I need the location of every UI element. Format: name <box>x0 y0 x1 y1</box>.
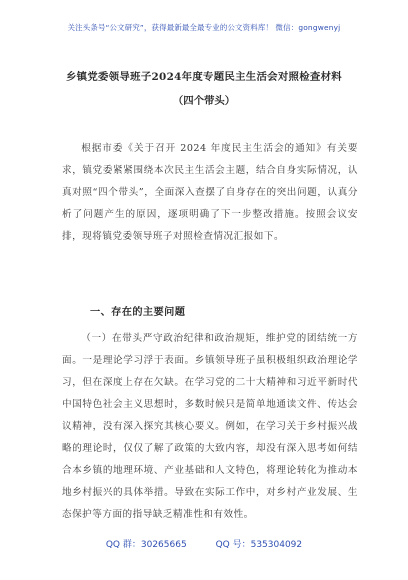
intro-paragraph: 根据市委《关于召开 2024 年度民主生活会的通知》有关要求，镇党委紧紧围绕本次民主生活会主题，结合自身实际情况，认真对照“四个带头”，全面深入查摆了自身存在的突出问题，认真分析了问题产生的原因，逐项明确了下一步整改措施。按照会议安排，现将镇党委领导班子对照检查情况汇报如下。 <box>62 143 358 242</box>
qq-number-text: QQ 号：535304092 <box>215 540 303 550</box>
document-subtitle: （四个带头） <box>172 95 236 107</box>
section-paragraph: （一）在带头严守政治纪律和政治规矩，维护党的团结统一方面。一是理论学习浮于表面。乡镇领导班子虽积极组织政治理论学习，但在深度上存在欠缺。在学习党的二十大精神和习近平新时代中国特色社会主义思想时，多数时候只是简单地通读文件、传达会议精神，没有深入探究其核心要义。例如，在学习关于乡村振兴战略的理论时，仅仅了解了政策的大致内容，却没有深入思考如何结合本乡镇的地理环境、产业基础和人文特色，将理论转化为推动本地乡村振兴的具体举措。导致在实际工作中，对乡村产业发展、生态保护等方面的指导缺乏精准性和有效性。 <box>62 333 358 520</box>
section-heading: 一、存在的主要问题 <box>90 306 186 318</box>
document-title: 乡镇党委领导班子2024年度专题民主生活会对照检查材料 <box>65 71 342 83</box>
contact-footer <box>0 537 408 550</box>
promo-banner: 关注头条号“公文研究”，获得最新最全最专业的公文资料库！ 微信：gongwenyj <box>67 23 341 32</box>
qq-group-text: QQ 群：30265665 <box>105 540 187 550</box>
